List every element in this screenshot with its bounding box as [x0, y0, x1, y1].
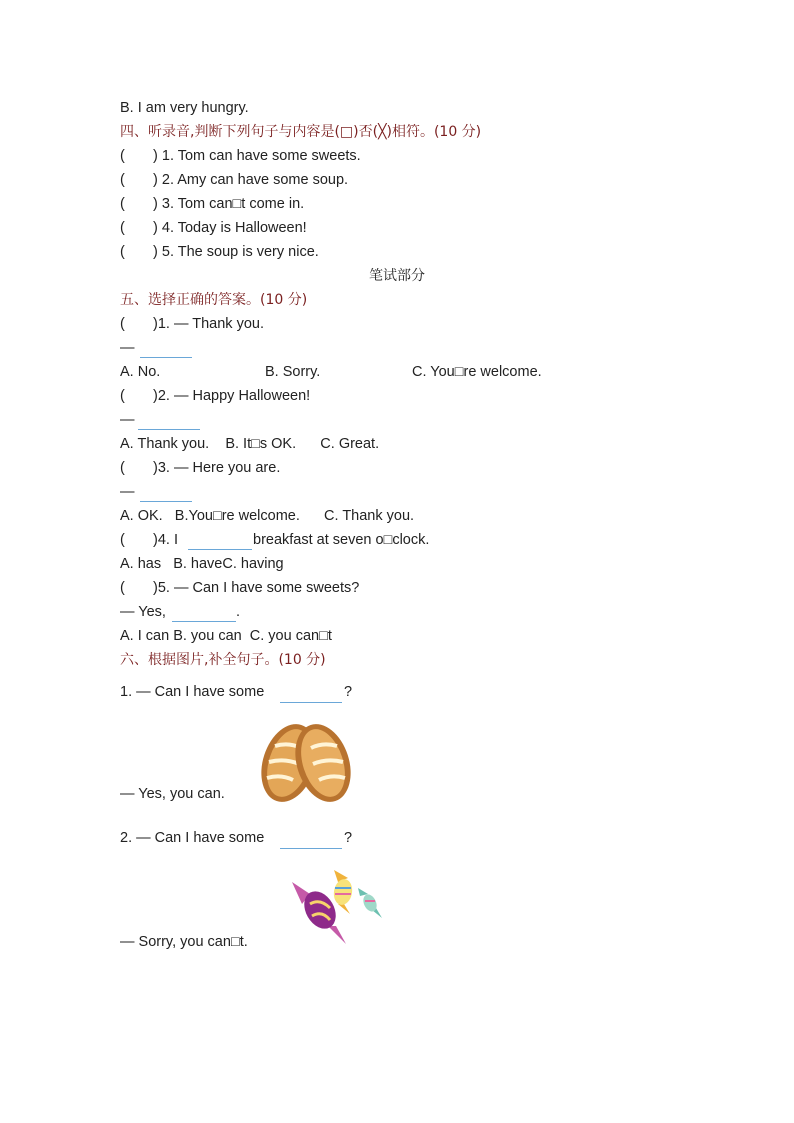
question-2-reply: —: [120, 412, 135, 428]
judge-item-5: ( ) 5. The soup is very nice.: [120, 244, 319, 260]
answer-blank-5[interactable]: [172, 621, 236, 622]
picture-blank-2[interactable]: [280, 848, 342, 849]
section-4-title: 四、听录音,判断下列句子与内容是(□)否(╳)相符。(10 分): [120, 124, 482, 140]
question-1-reply: —: [120, 340, 135, 356]
q1-option-a: A. No.: [120, 364, 161, 380]
answer-blank-3[interactable]: [140, 501, 192, 502]
judge-item-3: ( ) 3. Tom can□t come in.: [120, 196, 305, 212]
answer-blank-2[interactable]: [138, 429, 200, 430]
q5-options: A. I can B. you can C. you can□t: [120, 628, 332, 644]
option-line: B. I am very hungry.: [120, 100, 249, 116]
picture-question-1: 1. — Can I have some: [120, 684, 265, 700]
question-4: ( )4. I: [120, 532, 179, 548]
question-1: ( )1. — Thank you.: [120, 316, 264, 332]
question-4-rest: breakfast at seven o□clock.: [253, 532, 430, 548]
judge-item-1: ( ) 1. Tom can have some sweets.: [120, 148, 361, 164]
section-6-title: 六、根据图片,补全句子。(10 分): [120, 652, 326, 668]
q1-option-b: B. Sorry.: [265, 364, 321, 380]
question-5-reply: — Yes,: [120, 604, 166, 620]
bread-illustration: [255, 718, 355, 804]
picture-blank-1[interactable]: [280, 702, 342, 703]
q4-options: A. has B. haveC. having: [120, 556, 284, 572]
question-3-reply: —: [120, 484, 135, 500]
judge-item-2: ( ) 2. Amy can have some soup.: [120, 172, 349, 188]
answer-blank-1[interactable]: [140, 357, 192, 358]
question-2: ( )2. — Happy Halloween!: [120, 388, 311, 404]
judge-item-4: ( ) 4. Today is Halloween!: [120, 220, 307, 236]
q1-option-c: C. You□re welcome.: [412, 364, 542, 380]
picture-question-2: 2. — Can I have some: [120, 830, 265, 846]
q2-options: A. Thank you. B. It□s OK. C. Great.: [120, 436, 380, 452]
question-5-period: .: [236, 604, 241, 620]
picture-question-1-mark: ?: [344, 684, 353, 700]
section-5-title: 五、选择正确的答案。(10 分): [120, 292, 308, 308]
picture-question-2-mark: ?: [344, 830, 353, 846]
q3-options: A. OK. B.You□re welcome. C. Thank you.: [120, 508, 415, 524]
question-3: ( )3. — Here you are.: [120, 460, 281, 476]
picture-answer-2: — Sorry, you can□t.: [120, 934, 248, 950]
picture-answer-1: — Yes, you can.: [120, 786, 225, 802]
answer-blank-4[interactable]: [188, 549, 252, 550]
written-part-heading: 笔试部分: [369, 268, 425, 284]
question-5: ( )5. — Can I have some sweets?: [120, 580, 360, 596]
candy-illustration: [288, 864, 388, 950]
